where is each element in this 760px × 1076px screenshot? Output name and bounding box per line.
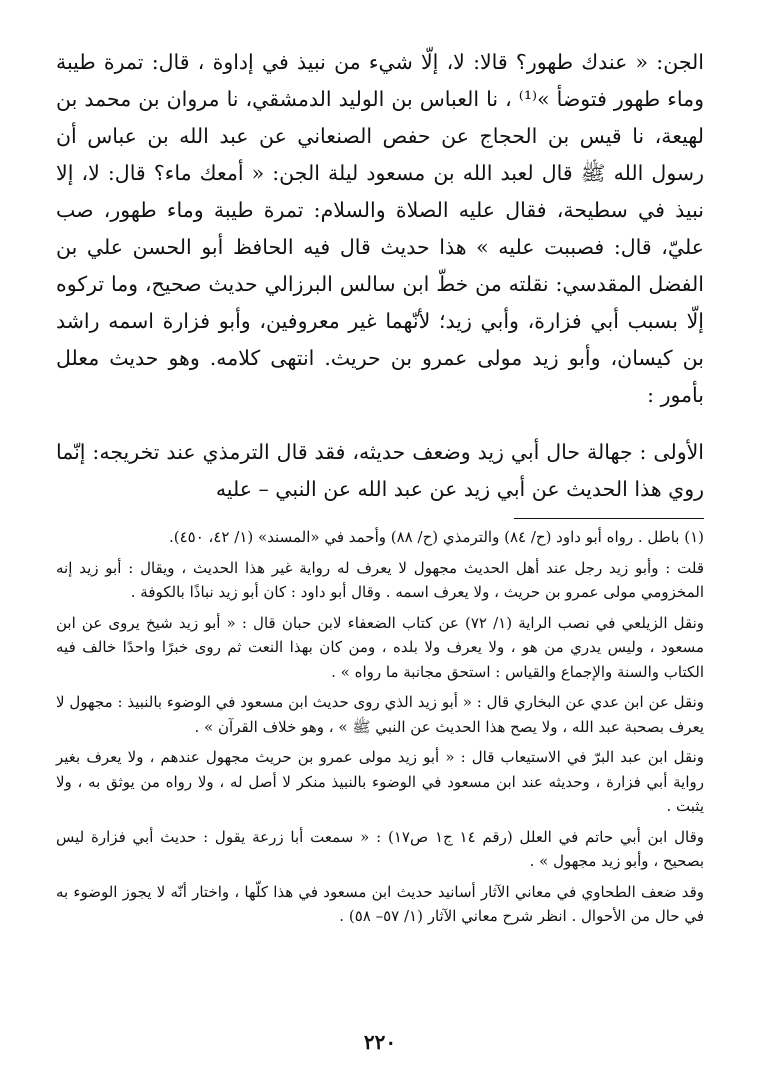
main-paragraph: الجن: « عندك طهور؟ قالا: لا، إلّا شيء من نبيذ في إداوة ، قال: تمرة طيبة وماء طهور فتوضأ »⁽¹⁾ ، نا العباس بن الوليد الدمشقي، نا مروان بن محمد بن لهيعة، نا قيس بن الحجاج عن حفص الصنعاني عن عبد الله بن عباس أن رسول الله ﷺ قال لعبد الله بن مسعود ليلة الجن: « أمعك ماء؟ قال: لا، إلا نبيذ في سطيحة، فقال عليه الصلاة والسلام: تمرة طيبة وماء طهور، صب عليّ، قال: فصببت عليه » هذا حديث قال فيه الحافظ أبو الحسن علي بن الفضل المقدسي: نقلته من خطّ ابن سالس البرزالي حديث صحيح، وما تركوه إلّا بسبب أبي فزارة، وأبي زيد؛ لأنّهما غير معروفين، وأبو فزارة اسمه راشد بن كيسان، وأبو زيد مولى عمرو بن حريث. انتهى كلامه. وهو حديث معلل بأمور : [56, 50, 704, 407]
footnote: ونقل ابن عبد البرّ في الاستيعاب قال : « أبو زيد مولى عمرو بن حريث مجهول عندهم ، ولا يعرف بغير رواية أبي فزارة ، وحديثه عند ابن مسعود في الوضوء بالنبيذ منكر لا أصل له ، ولا رواه من يوثق به ، ولا يثبت . [56, 748, 704, 815]
footnote: وقال ابن أبي حاتم في العلل (رقم ١٤ ج١ ص١٧) : « سمعت أبا زرعة يقول : حديث أبي فزارة ليس بصحيح ، وأبو زيد مجهول » . [56, 827, 705, 870]
page-number: ٢٢٠ [363, 1030, 397, 1054]
footnote: (١) باطل . رواه أبو داود (ح/ ٨٤) والترمذي (ح/ ٨٨) وأحمد في «المسند» (١/ ٤٢، ٤٥٠). [168, 528, 704, 546]
footnote-separator [514, 518, 704, 519]
footnote: وقد ضعف الطحاوي في معاني الآثار أسانيد حديث ابن مسعود في هذا كلّها ، واختار أنّه لا يجوز الوضوء به في حال من الأحوال . انظر شرح معاني الآثار (١/ ٥٧– ٥٨) . [56, 882, 704, 925]
main-text [56, 44, 704, 508]
main-paragraph: الأولى : جهالة حال أبي زيد وضعف حديثه، فقد قال الترمذي عند تخريجه: إنّما روي هذا الحديث عن أبي زيد عن عبد الله عن النبي – عليه [56, 440, 704, 501]
footnotes [56, 525, 704, 929]
footnote: قلت : وأبو زيد رجل عند أهل الحديث مجهول لا يعرف له رواية غير هذا الحديث ، ويقال : أبو زيد إنه المخزومي مولى عمرو بن حريث ، ولا يعرف اسمه . وقال أبو داود : كان أبو زيد نباذًا بالكوفة . [56, 558, 704, 601]
footnote: ونقل عن ابن عدي عن البخاري قال : « أبو زيد الذي روى حديث ابن مسعود في الوضوء بالنبيذ : مجهول لا يعرف بصحبة عبد الله ، ولا يصح هذا الحديث عن النبي ﷺ » ، وهو خلاف القرآن » . [56, 693, 704, 736]
footnote: ونقل الزيلعي في نصب الراية (١/ ٧٢) عن كتاب الضعفاء لابن حبان قال : « أبو زيد شيخ يروى عن ابن مسعود ، وليس يدري من هو ، ولا يعرف ولا بلده ، ومن كان بهذا النعت ثم روى خبرًا واحدًا خالف فيه الكتاب والسنة والإجماع والقياس : استحق مجانبة ما رواه » . [56, 613, 705, 681]
